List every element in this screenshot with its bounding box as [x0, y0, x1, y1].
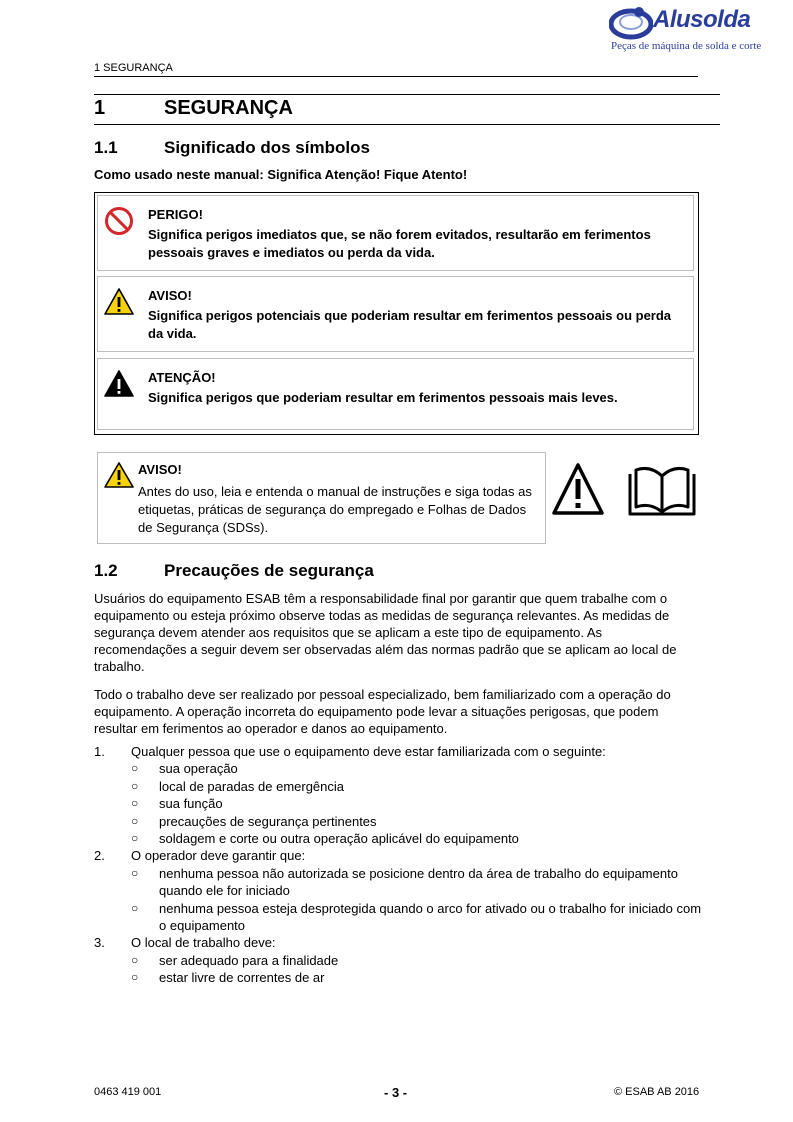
warning-triangle-yellow-icon	[104, 461, 134, 489]
sub-item	[131, 813, 704, 830]
list-text: O operador deve garantir que:	[131, 848, 306, 864]
sub-item	[131, 952, 704, 969]
section-title: Significado dos símbolos	[164, 138, 370, 157]
symbol-danger	[97, 195, 694, 271]
list-item	[94, 847, 704, 864]
sub-item	[131, 778, 704, 795]
running-header: 1 SEGURANÇA	[94, 62, 173, 74]
sub-item	[131, 760, 704, 777]
section-title: Precauções de segurança	[164, 561, 374, 580]
list-number: 2.	[94, 848, 105, 864]
danger-title: PERIGO!	[148, 207, 203, 222]
chapter-number: 1	[94, 97, 106, 119]
list-item	[94, 743, 704, 760]
symbol-warning	[97, 276, 694, 352]
bullet-icon: ○	[131, 761, 139, 776]
bullet-icon: ○	[131, 865, 139, 880]
sub-item-text: local de paradas de emergência	[159, 778, 345, 794]
list-item	[94, 934, 704, 951]
precautions-list	[94, 743, 704, 987]
logo-tagline: Peças de máquina de solda e corte	[611, 40, 762, 52]
bullet-icon: ○	[131, 900, 139, 915]
list-number: 3.	[94, 935, 105, 951]
section-number: 1.1	[94, 138, 118, 157]
caution-title: ATENÇÃO!	[148, 370, 216, 385]
read-manual-symbols	[552, 462, 700, 518]
section-number: 1.2	[94, 561, 118, 580]
sub-item-text: sua função	[159, 796, 223, 812]
sub-item-text: precauções de segurança pertinentes	[159, 813, 377, 829]
read-manual-warning-text: Antes do uso, leia e entenda o manual de instruções e siga todas as etiquetas, práticas de segurança do empregado e Folhas de Dados de Segurança (SDSs).	[138, 484, 532, 535]
logo-swirl-icon	[609, 4, 653, 40]
danger-text: Significa perigos imediatos que, se não forem evitados, resultarão em ferimentos pessoais graves e imediatos ou perda da vida.	[148, 227, 651, 260]
sub-item	[131, 969, 704, 986]
bullet-icon: ○	[131, 813, 139, 828]
bullet-icon: ○	[131, 778, 139, 793]
sub-item-text: ser adequado para a finalidade	[159, 952, 339, 968]
sub-item	[131, 795, 704, 812]
brand-logo	[603, 2, 762, 56]
footer-doc-number: 0463 419 001	[94, 1086, 162, 1098]
symbol-caution	[97, 358, 694, 430]
symbols-intro: Como usado neste manual: Significa Atenção! Fique Atento!	[94, 167, 468, 182]
header-rule	[94, 76, 698, 77]
warning-text: Significa perigos potenciais que poderiam resultar em ferimentos pessoais ou perda da vida.	[148, 308, 672, 341]
footer-copyright: © ESAB AB 2016	[614, 1086, 700, 1098]
sub-item	[131, 900, 704, 935]
sub-item-text: nenhuma pessoa não autorizada se posicione dentro da área de trabalho do equipamento quando ele for iniciado	[159, 865, 678, 899]
chapter-heading	[94, 97, 293, 120]
bullet-icon: ○	[131, 952, 139, 967]
prohibition-icon	[104, 206, 134, 236]
bullet-icon: ○	[131, 831, 139, 846]
read-manual-warning-title: AVISO!	[138, 462, 182, 477]
paragraph-responsibility: Usuários do equipamento ESAB têm a responsabilidade final por garantir que quem trabalhe com o equipamento ou esteja próximo observe todas as medidas de segurança relevantes. As medidas de segurança devem atender aos requisitos que se aplicam a este tipo de equipamento. As recomendações a seguir devem ser observadas além das normas padrão que se aplicam ao local de trabalho.	[94, 591, 677, 674]
sub-item	[131, 865, 704, 900]
warning-outline-icon	[554, 465, 602, 513]
chapter-rule-top	[94, 94, 720, 95]
chapter-rule-bottom	[94, 124, 720, 125]
list-number: 1.	[94, 744, 105, 759]
sub-item	[131, 830, 704, 847]
sub-item-text: estar livre de correntes de ar	[159, 970, 325, 986]
list-text: Qualquer pessoa que use o equipamento deve estar familiarizada com o seguinte:	[131, 744, 606, 759]
chapter-title: SEGURANÇA	[164, 97, 293, 119]
section-heading-1-1	[94, 138, 370, 158]
symbols-table	[94, 192, 699, 435]
list-text: O local de trabalho deve:	[131, 935, 276, 951]
section-heading-1-2	[94, 561, 374, 581]
caution-text: Significa perigos que poderiam resultar em ferimentos pessoais mais leves.	[148, 390, 618, 405]
warning-triangle-black-icon	[104, 369, 134, 399]
footer-page-number: - 3 -	[384, 1085, 408, 1100]
warning-title: AVISO!	[148, 288, 192, 303]
logo-wordmark: Alusolda	[653, 6, 751, 33]
sub-item-text: nenhuma pessoa esteja desprotegida quando o arco for ativado ou o trabalho for iniciado com o equipamento	[159, 900, 702, 934]
warning-triangle-yellow-icon	[104, 287, 134, 317]
sub-item-text: soldagem e corte ou outra operação aplicável do equipamento	[159, 831, 519, 847]
open-book-icon	[630, 468, 694, 514]
bullet-icon: ○	[131, 970, 139, 985]
sub-item-text: sua operação	[159, 761, 238, 777]
read-manual-warning	[97, 452, 546, 544]
paragraph-qualified-personnel: Todo o trabalho deve ser realizado por pessoal especializado, bem familiarizado com a operação do equipamento. A operação incorreta do equipamento pode levar a situações perigosas, que podem resultar em ferimentos ao operador e danos ao equipamento.	[94, 687, 671, 736]
bullet-icon: ○	[131, 796, 139, 811]
